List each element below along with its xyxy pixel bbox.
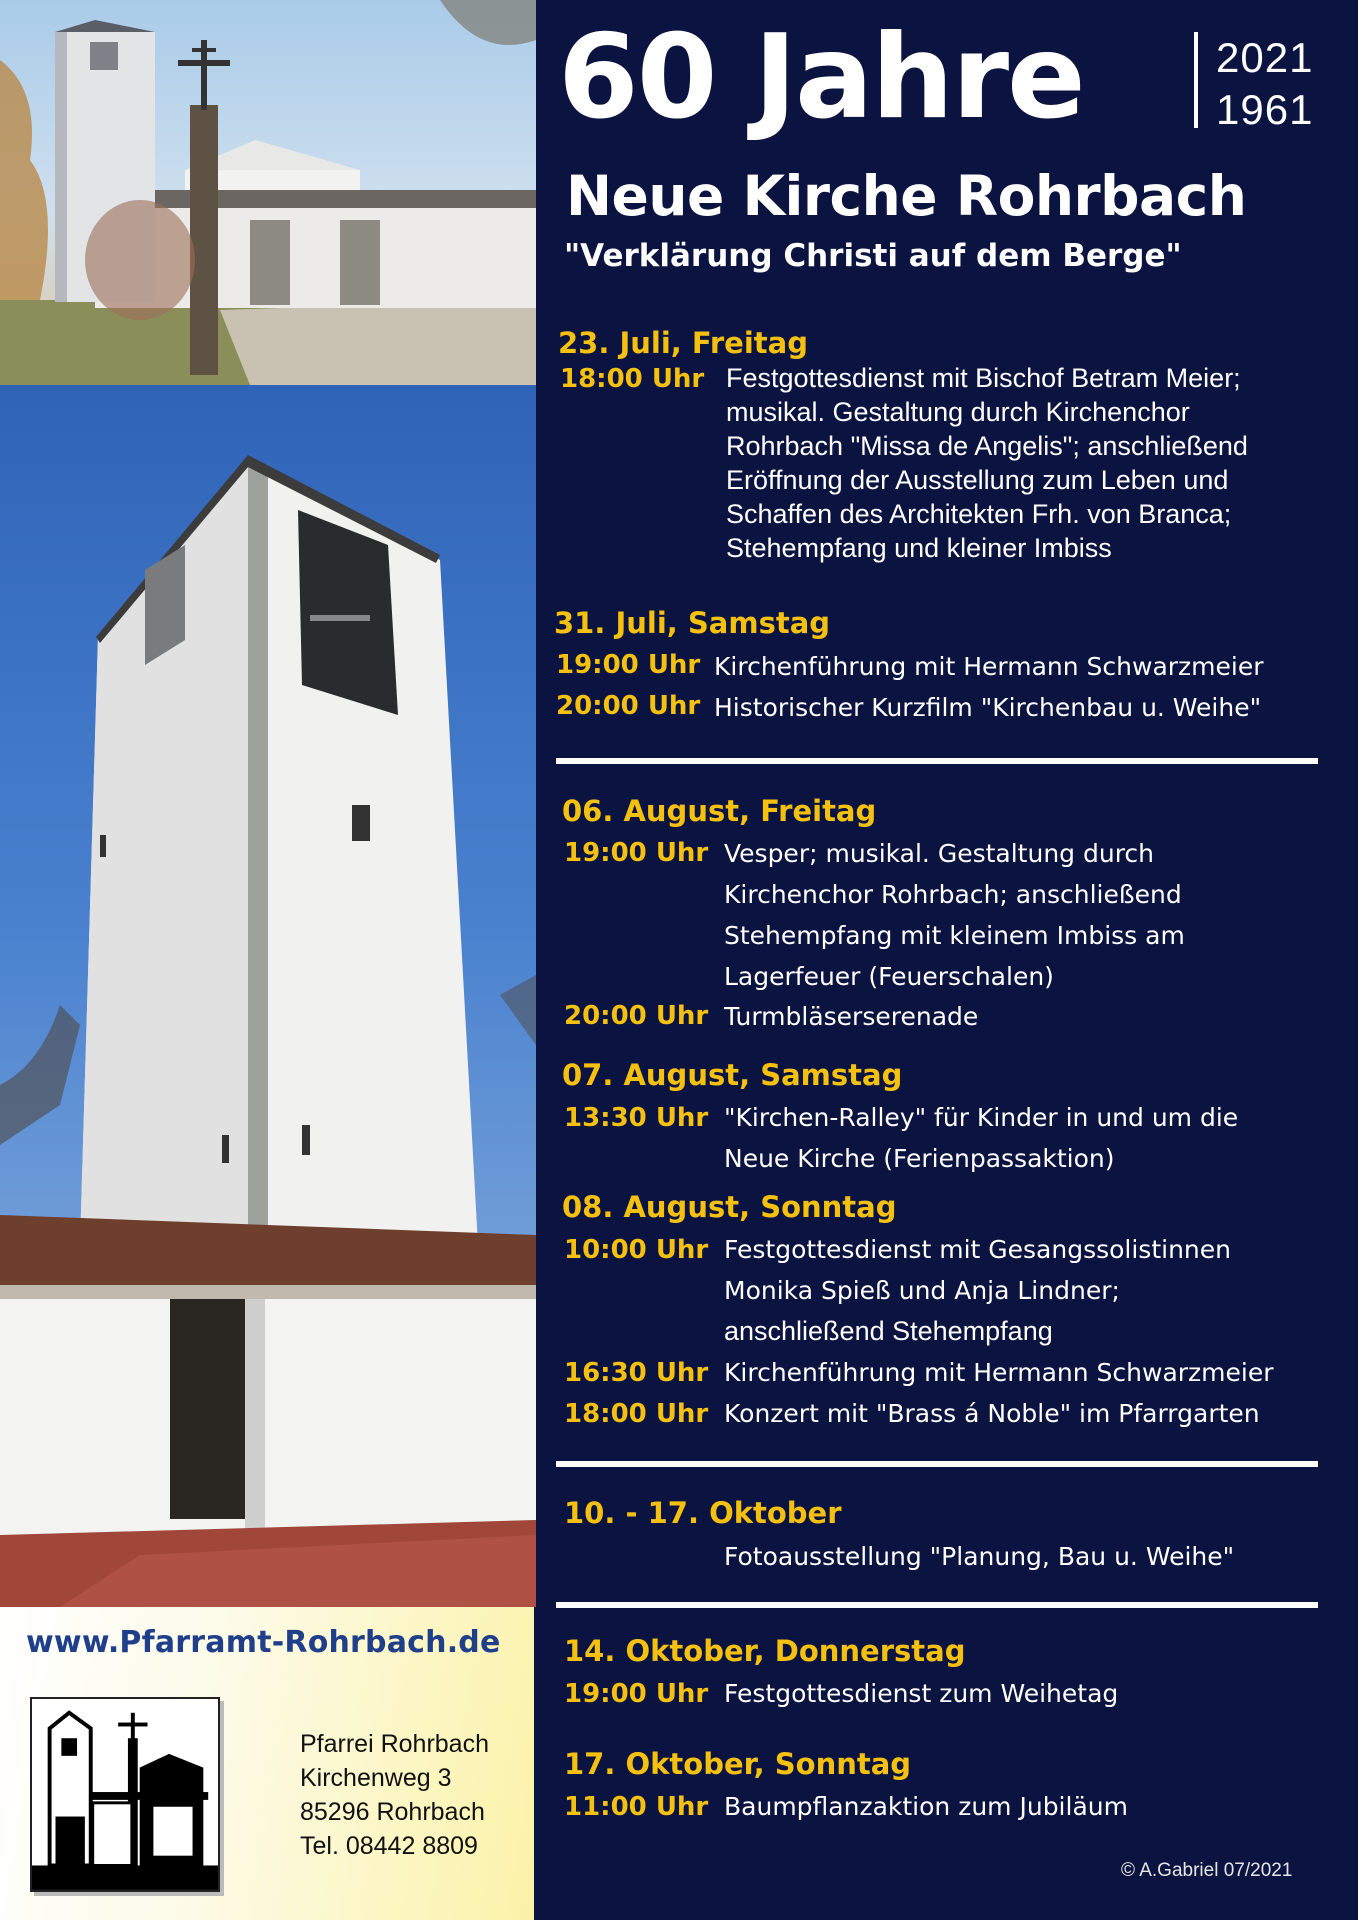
- event-description: Fotoausstellung "Planung, Bau u. Weihe": [724, 1542, 1235, 1571]
- event-description: [724, 833, 1185, 997]
- event-time: 20:00 Uhr: [556, 691, 701, 721]
- description-line: anschließend Stehempfang: [724, 1316, 1053, 1346]
- year-divider: [1194, 32, 1198, 128]
- website-link[interactable]: www.Pfarramt-Rohrbach.de: [26, 1625, 501, 1660]
- contact-box: [0, 1607, 536, 1920]
- event-time: 18:00 Uhr: [560, 364, 705, 394]
- church-logo-icon: [30, 1697, 220, 1892]
- description-line: Monika Spieß und Anja Lindner;: [724, 1276, 1120, 1305]
- bell-tower-photo: [0, 385, 536, 1607]
- event-day: 31. Juli, Samstag: [554, 606, 831, 640]
- section-divider: [556, 758, 1318, 764]
- event-time: 11:00 Uhr: [564, 1792, 709, 1822]
- description-line: Stehempfang und kleiner Imbiss: [726, 533, 1112, 563]
- event-description: Festgottesdienst zum Weihetag: [724, 1679, 1119, 1708]
- church-photo-overview: [0, 0, 536, 385]
- description-line: Neue Kirche (Ferienpassaktion): [724, 1144, 1115, 1173]
- event-time: 18:00 Uhr: [564, 1399, 709, 1429]
- photo-column: [0, 0, 536, 1920]
- copyright-note: © A.Gabriel 07/2021: [1121, 1860, 1293, 1881]
- section-divider: [556, 1602, 1318, 1608]
- description-line: Lagerfeuer (Feuerschalen): [724, 962, 1054, 991]
- description-line: Rohrbach "Missa de Angelis"; anschließend: [726, 431, 1248, 461]
- event-description: Turmbläserserenade: [724, 1002, 979, 1031]
- description-line: Festgottesdienst mit Gesangssolistinnen: [724, 1235, 1231, 1264]
- church-motto: "Verklärung Christi auf dem Berge": [564, 238, 1182, 274]
- event-day: 17. Oktober, Sonntag: [564, 1747, 912, 1781]
- description-line: musikal. Gestaltung durch Kirchenchor: [726, 397, 1190, 427]
- page-title: 60 Jahre: [558, 10, 1084, 145]
- event-time: 19:00 Uhr: [564, 838, 709, 868]
- description-line: Festgottesdienst mit Bischof Betram Meier;: [726, 363, 1241, 393]
- event-time: 16:30 Uhr: [564, 1358, 709, 1388]
- year-now: 2021: [1216, 34, 1314, 81]
- phone[interactable]: Tel. 08442 8809: [300, 1832, 478, 1860]
- event-day: 06. August, Freitag: [562, 794, 877, 828]
- description-line: Eröffnung der Ausstellung zum Leben und: [726, 465, 1229, 495]
- event-description: Kirchenführung mit Hermann Schwarzmeier: [724, 1358, 1274, 1387]
- event-description: Baumpflanzaktion zum Jubiläum: [724, 1792, 1128, 1821]
- program-column: [536, 0, 1358, 1920]
- description-line: "Kirchen-Ralley" für Kinder in und um die: [724, 1103, 1239, 1132]
- event-time: 19:00 Uhr: [564, 1679, 709, 1709]
- description-line: Vesper; musikal. Gestaltung durch: [724, 839, 1155, 868]
- event-day: 08. August, Sonntag: [562, 1190, 897, 1224]
- event-time: 13:30 Uhr: [564, 1103, 709, 1133]
- event-description: [724, 1097, 1238, 1179]
- description-line: Schaffen des Architekten Frh. von Branca;: [726, 499, 1232, 529]
- year-then: 1961: [1216, 86, 1314, 133]
- description-line: Stehempfang mit kleinem Imbiss am: [724, 921, 1185, 950]
- event-time: 20:00 Uhr: [564, 1001, 709, 1031]
- event-day: 14. Oktober, Donnerstag: [564, 1634, 966, 1668]
- description-line: Kirchenchor Rohrbach; anschließend: [724, 880, 1182, 909]
- city: 85296 Rohrbach: [300, 1798, 485, 1826]
- church-name: Neue Kirche Rohrbach: [566, 164, 1247, 228]
- street: Kirchenweg 3: [300, 1764, 452, 1792]
- event-description: Kirchenführung mit Hermann Schwarzmeier: [714, 652, 1264, 681]
- event-time: 19:00 Uhr: [556, 650, 701, 680]
- event-description: Historischer Kurzfilm "Kirchenbau u. Weihe": [714, 693, 1262, 722]
- address-block: [300, 1727, 489, 1863]
- section-divider: [556, 1461, 1318, 1467]
- event-description: [724, 1229, 1231, 1352]
- event-description: [726, 361, 1248, 565]
- event-time: 10:00 Uhr: [564, 1235, 709, 1265]
- event-day: 07. August, Samstag: [562, 1058, 903, 1092]
- event-day: 10. - 17. Oktober: [564, 1496, 842, 1530]
- parish-name: Pfarrei Rohrbach: [300, 1730, 489, 1758]
- event-day: 23. Juli, Freitag: [558, 326, 808, 360]
- event-description: Konzert mit "Brass á Noble" im Pfarrgarten: [724, 1399, 1260, 1428]
